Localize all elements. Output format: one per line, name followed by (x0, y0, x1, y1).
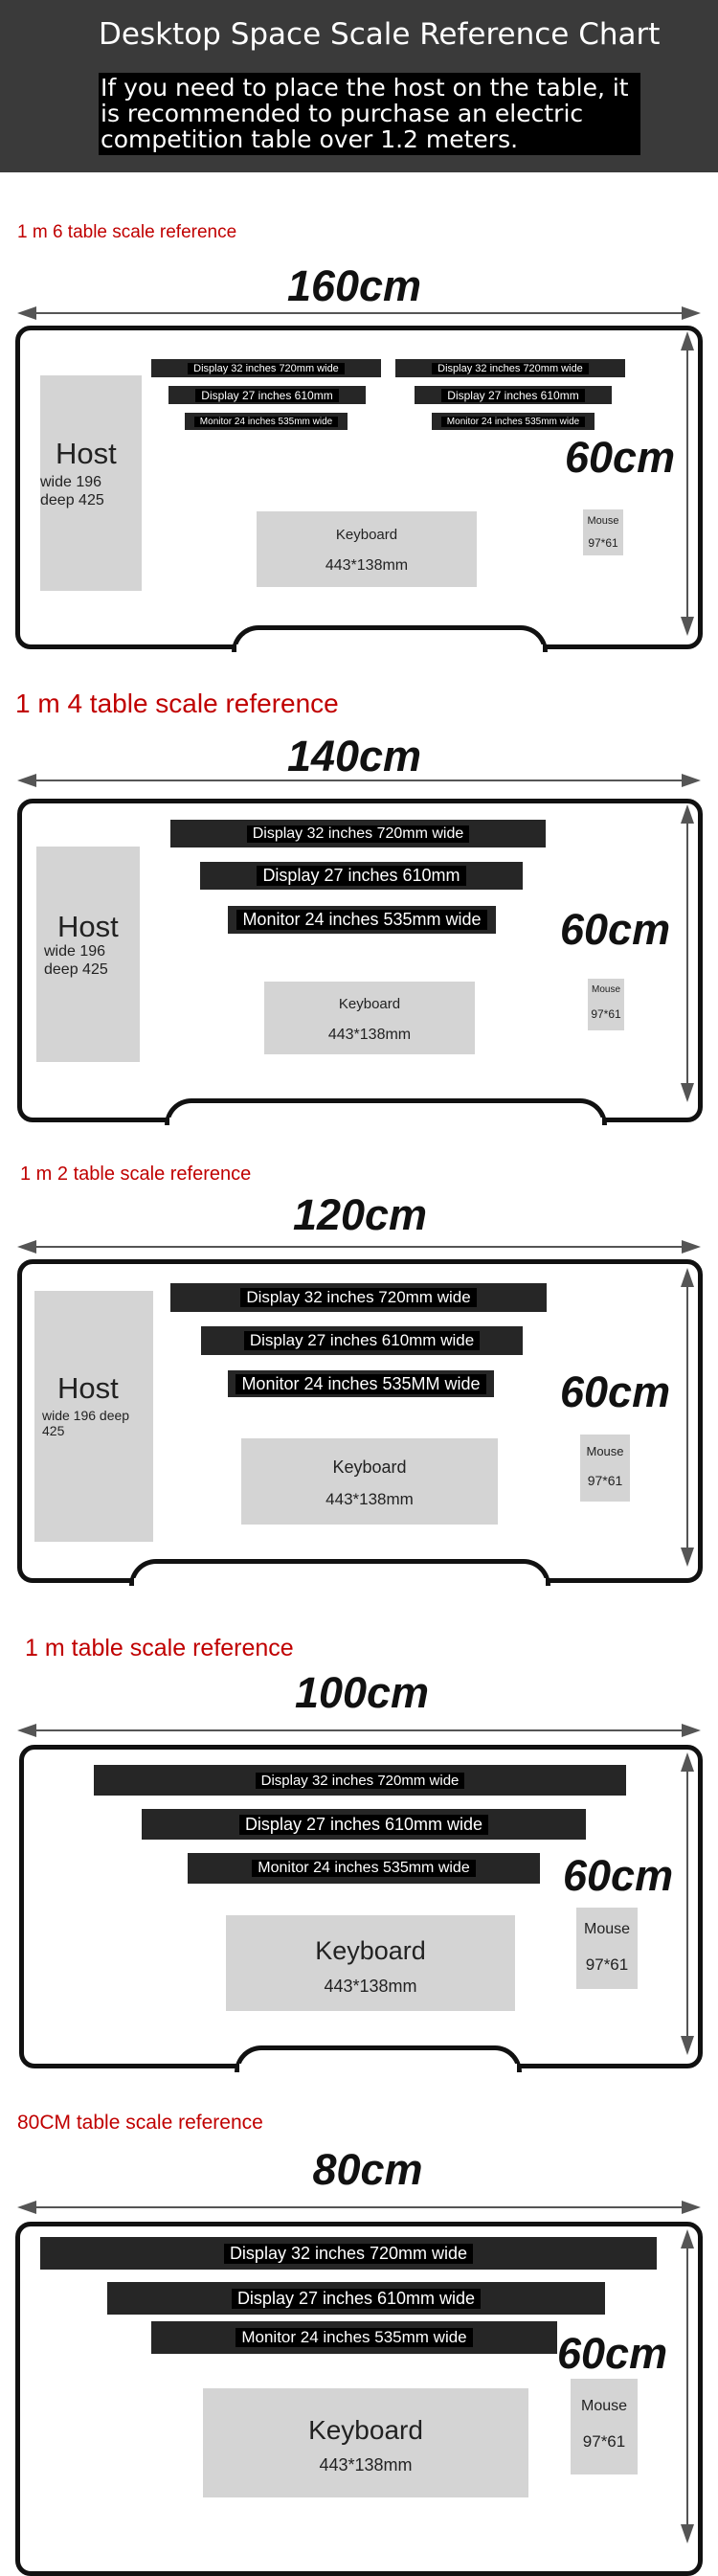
monitor-24-label: Monitor 24 inches 535mm wide (252, 1860, 475, 1877)
width-label: 160cm (286, 261, 422, 310)
section-caption: 1 m 6 table scale reference (17, 222, 237, 242)
width-label: 80cm (312, 2145, 423, 2194)
monitor-24-label: Monitor 24 inches 535mm wide (236, 910, 486, 930)
display-27-label: Display 27 inches 610mm wide (232, 2289, 481, 2309)
width-label: 100cm (294, 1668, 430, 1717)
mouse-title: Mouse (583, 1921, 631, 1937)
keyboard-title: Keyboard (335, 527, 398, 543)
keyboard-size: 443*138mm (319, 2455, 413, 2474)
depth-label: 60cm (560, 905, 671, 954)
monitor-24-label: Monitor 24 inches 535mm wide (236, 2328, 472, 2347)
depth-label: 60cm (565, 433, 676, 482)
keyboard-title: Keyboard (332, 1457, 407, 1477)
display-27-label: Display 27 inches 610mm wide (244, 1331, 480, 1350)
depth-label: 60cm (563, 1851, 674, 1900)
display-32-label: Display 32 inches 720mm wide (188, 363, 345, 374)
section-caption: 1 m table scale reference (25, 1635, 294, 1661)
host-size: wide 196 deep 425 (42, 1408, 130, 1438)
keyboard-size: 443*138mm (327, 1027, 412, 1043)
host-title: Host (57, 1371, 119, 1405)
display-32-label: Display 32 inches 720mm wide (240, 1288, 476, 1307)
mouse-size: 97*61 (585, 1955, 629, 1974)
display-32-label: Display 32 inches 720mm wide (224, 2244, 473, 2264)
host-title: Host (57, 910, 119, 943)
display-27-bar (107, 2282, 605, 2315)
keyboard-size: 443*138mm (325, 1490, 414, 1508)
monitor-24-label: Monitor 24 inches 535MM wide (236, 1374, 485, 1394)
keyboard-size: 443*138mm (325, 557, 409, 574)
monitor-24-label: Monitor 24 inches 535mm wide (194, 417, 338, 427)
section-caption: 80CM table scale reference (17, 2112, 263, 2134)
section-caption: 1 m 2 table scale reference (20, 1164, 252, 1185)
depth-label: 60cm (560, 1367, 671, 1416)
depth-label: 60cm (557, 2329, 668, 2378)
keyboard-title: Keyboard (338, 996, 401, 1012)
display-32-label: Display 32 inches 720mm wide (247, 825, 470, 843)
keyboard-title: Keyboard (315, 1936, 426, 1965)
monitor-24-label-right: Monitor 24 inches 535mm wide (441, 417, 585, 427)
display-27-label: Display 27 inches 610mm (257, 866, 465, 886)
section-caption: 1 m 4 table scale reference (15, 689, 339, 718)
keyboard-size: 443*138mm (324, 1977, 417, 1996)
display-27-label: Display 27 inches 610mm wide (239, 1815, 488, 1835)
mouse-size: 97*61 (587, 1473, 623, 1488)
host-size: wide 196 deep 425 (44, 943, 108, 978)
mouse-title: Mouse (586, 1444, 624, 1458)
keyboard-box (203, 2388, 528, 2497)
mouse-box (571, 2379, 638, 2474)
display-32-label: Display 32 inches 720mm wide (256, 1773, 465, 1789)
display-27-label: Display 27 inches 610mm (195, 389, 338, 402)
mouse-title: Mouse (587, 515, 619, 527)
display-32-label-right: Display 32 inches 720mm wide (432, 363, 589, 374)
mouse-title: Mouse (580, 2398, 628, 2414)
host-size: wide 196 deep 425 (40, 474, 104, 508)
monitor-24-bar (151, 2321, 557, 2354)
display-27-label-right: Display 27 inches 610mm (441, 389, 584, 402)
keyboard-title: Keyboard (308, 2415, 423, 2445)
mouse-size: 97*61 (588, 536, 618, 550)
mouse-size: 97*61 (582, 2432, 626, 2451)
width-label: 120cm (292, 1190, 428, 1239)
host-title: Host (56, 437, 117, 470)
header-note: If you need to place the host on the table, it is recommended to purchase an electric competition table over 1.2 meters. (99, 73, 640, 155)
mouse-size: 97*61 (591, 1007, 621, 1021)
page-title: Desktop Space Scale Reference Chart (99, 17, 661, 52)
display-32-bar (40, 2237, 657, 2270)
mouse-title: Mouse (591, 984, 620, 995)
width-label: 140cm (286, 732, 422, 780)
